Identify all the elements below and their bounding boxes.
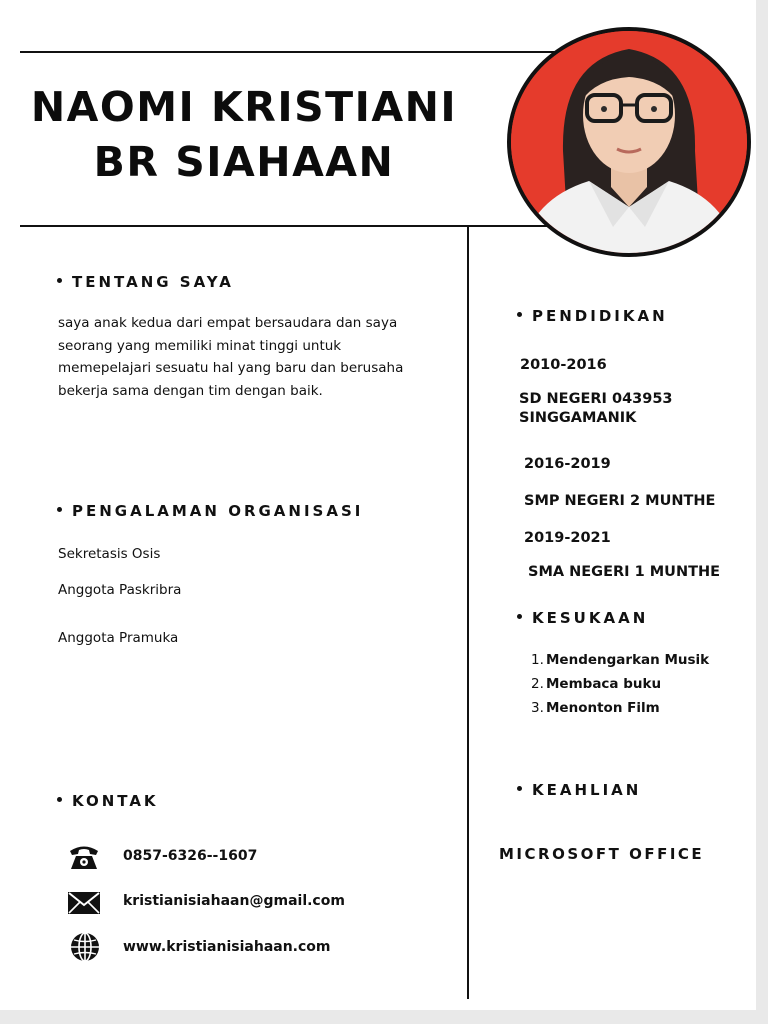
- bullet-dot: [517, 614, 522, 619]
- education-years: 2016-2019: [524, 456, 611, 472]
- profile-photo: [507, 27, 751, 257]
- bullet-dot: [57, 278, 62, 283]
- contact-phone[interactable]: 0857-6326--1607: [123, 848, 258, 864]
- top-divider: [20, 51, 580, 53]
- phone-icon: [67, 842, 101, 872]
- about-heading: TENTANG SAYA: [57, 273, 234, 291]
- name-line-2: BR SIAHAAN: [93, 138, 395, 186]
- column-divider: [467, 227, 469, 999]
- list-number: 3.: [531, 700, 544, 716]
- skills-heading: KEAHLIAN: [517, 781, 641, 799]
- organization-item: Anggota Pramuka: [58, 630, 179, 646]
- hobby-item: [531, 672, 709, 696]
- education-years: 2010-2016: [520, 357, 607, 373]
- organization-item: Sekretasis Osis: [58, 546, 161, 562]
- header-divider: [20, 225, 550, 227]
- hobby-label: Membaca buku: [546, 676, 662, 692]
- resume-name: [20, 80, 468, 190]
- school-name-line: SINGGAMANIK: [519, 410, 637, 426]
- envelope-icon: [67, 888, 101, 918]
- name-line-1: NAOMI KRISTIANI: [30, 83, 458, 131]
- education-heading: PENDIDIKAN: [517, 307, 668, 325]
- hobby-label: Menonton Film: [546, 700, 660, 716]
- school-name-line: SD NEGERI 043953: [519, 391, 673, 407]
- bullet-dot: [57, 797, 62, 802]
- education-school: SMP NEGERI 2 MUNTHE: [524, 493, 716, 509]
- hobby-label: Mendengarkan Musik: [546, 652, 710, 668]
- hobby-item: [531, 696, 709, 720]
- bullet-dot: [57, 507, 62, 512]
- education-years: 2019-2021: [524, 530, 611, 546]
- contact-email[interactable]: kristianisiahaan@gmail.com: [123, 893, 345, 909]
- contact-website[interactable]: www.kristianisiahaan.com: [123, 939, 331, 955]
- globe-icon: [68, 932, 102, 962]
- hobbies-list: [531, 648, 709, 720]
- organization-heading: PENGALAMAN ORGANISASI: [57, 502, 363, 520]
- list-number: 1.: [531, 652, 544, 668]
- education-school: [519, 390, 673, 428]
- hobby-item: [531, 648, 709, 672]
- education-school: SMA NEGERI 1 MUNTHE: [528, 564, 721, 580]
- about-text: saya anak kedua dari empat bersaudara dan saya seorang yang memiliki minat tinggi untuk memepelajari sesuatu hal yang baru dan berusaha bekerja sama dengan tim dengan baik.: [58, 315, 404, 399]
- contact-heading: KONTAK: [57, 792, 159, 810]
- bullet-dot: [517, 786, 522, 791]
- hobbies-heading: KESUKAAN: [517, 609, 648, 627]
- organization-item: Anggota Paskribra: [58, 582, 182, 598]
- skill-item: MICROSOFT OFFICE: [499, 845, 705, 863]
- portrait-illustration: [511, 31, 747, 253]
- bullet-dot: [517, 312, 522, 317]
- list-number: 2.: [531, 676, 544, 692]
